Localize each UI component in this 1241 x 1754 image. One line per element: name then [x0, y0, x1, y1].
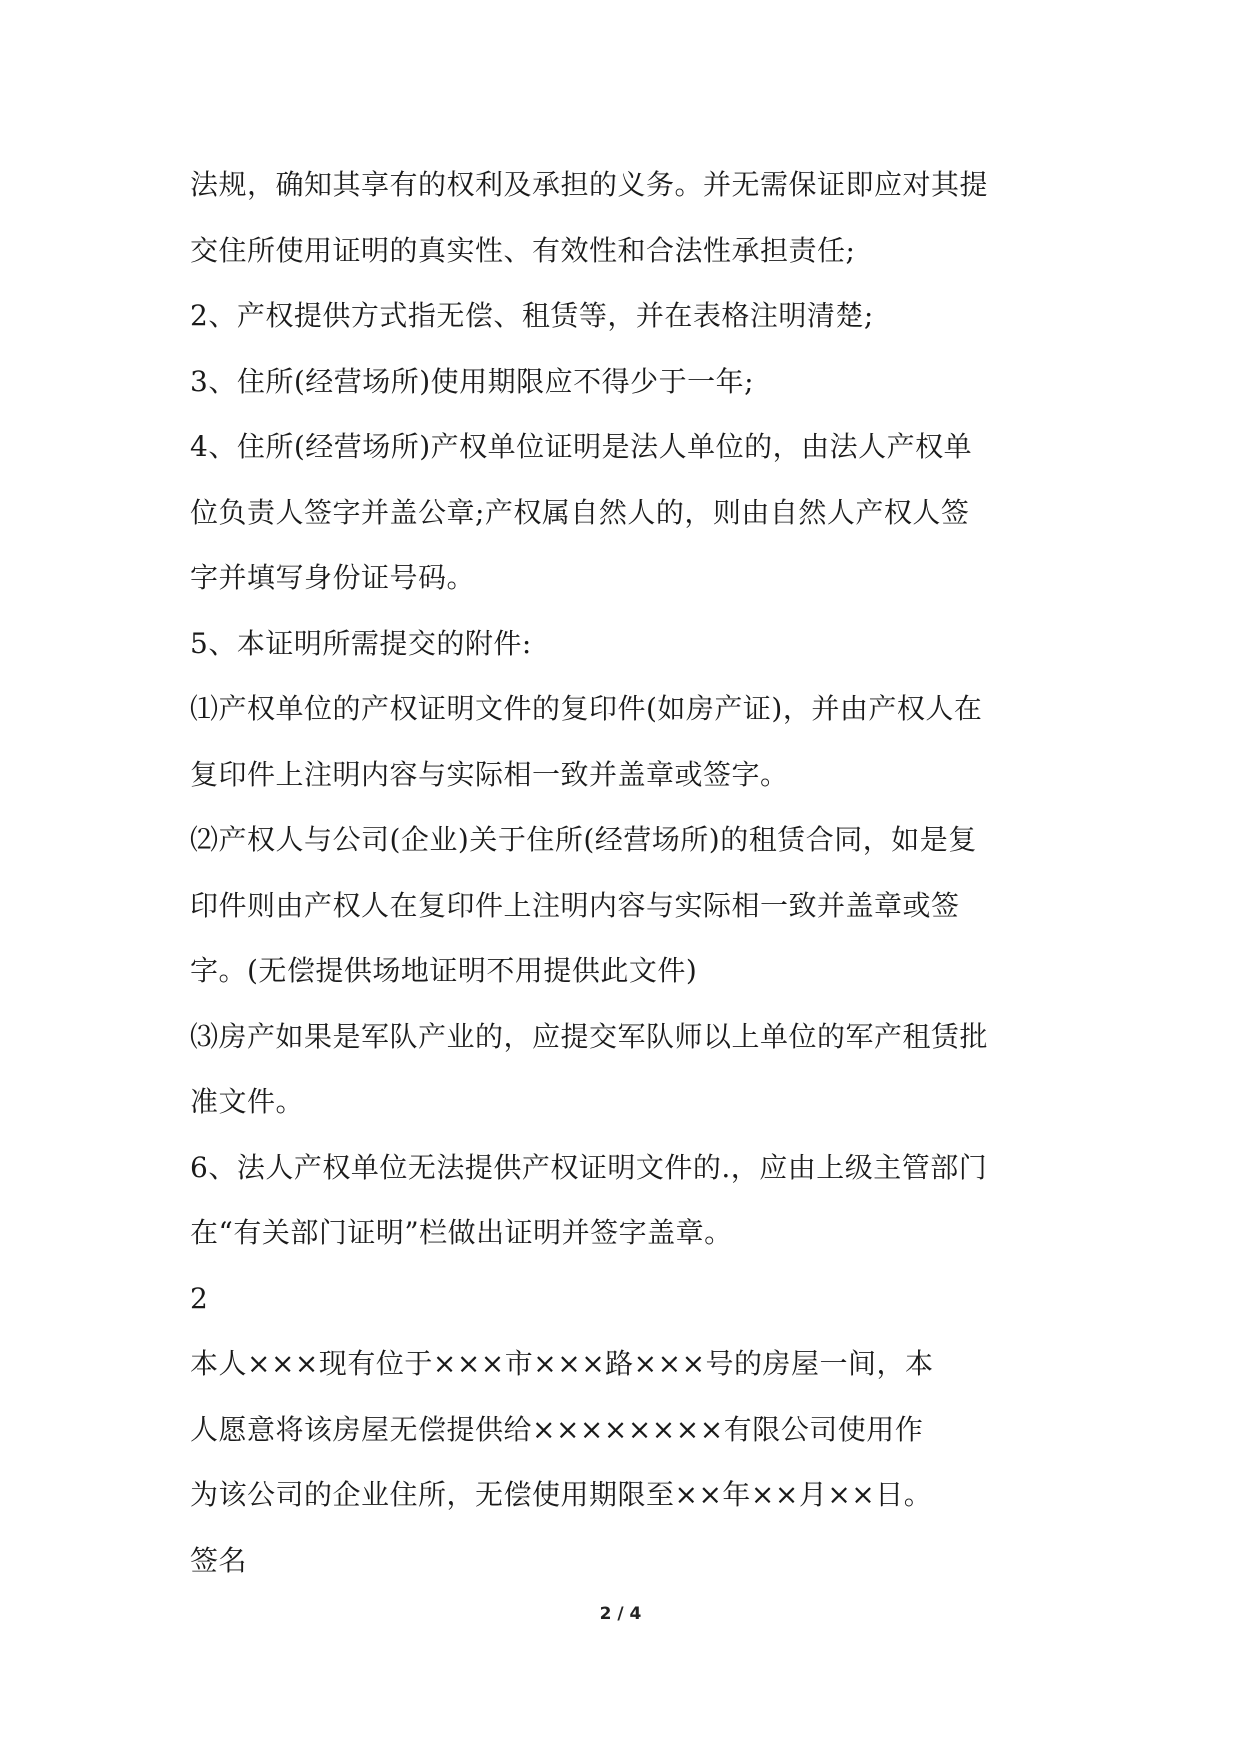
- text-line: 法规，确知其享有的权利及承担的义务。并无需保证即应对其提: [190, 168, 989, 201]
- signature-label: 签名: [190, 1543, 248, 1577]
- text-line: 为该公司的企业住所，无偿使用期限至××年××月××日。: [190, 1478, 933, 1511]
- text-line: 交住所使用证明的真实性、有效性和合法性承担责任;: [190, 233, 856, 267]
- text-line: 4、住所(经营场所)产权单位证明是法人单位的，由法人产权单: [190, 430, 973, 463]
- text-line: 人愿意将该房屋无偿提供给××××××××有限公司使用作: [190, 1412, 924, 1446]
- text-line: 2、产权提供方式指无偿、租赁等，并在表格注明清楚;: [190, 299, 874, 332]
- text-line: ⑴产权单位的产权证明文件的复印件(如房产证)，并由产权人在: [190, 692, 983, 725]
- text-line: 准文件。: [190, 1085, 305, 1118]
- text-line: 在“有关部门证明”栏做出证明并签字盖章。: [190, 1216, 733, 1249]
- document-body: [190, 152, 1060, 1593]
- text-line: 字。(无偿提供场地证明不用提供此文件): [190, 954, 698, 987]
- section-number: 2: [190, 1281, 209, 1315]
- text-line: 位负责人签字并盖公章;产权属自然人的，则由自然人产权人签: [190, 495, 970, 529]
- text-line: 印件则由产权人在复印件上注明内容与实际相一致并盖章或签: [190, 888, 960, 922]
- text-line: 3、住所(经营场所)使用期限应不得少于一年;: [190, 364, 755, 398]
- text-line: ⑶房产如果是军队产业的，应提交军队师以上单位的军产租赁批: [190, 1019, 989, 1053]
- text-line: 字并填写身份证号码。: [190, 561, 476, 594]
- text-line: 复印件上注明内容与实际相一致并盖章或签字。: [190, 757, 789, 791]
- text-line: 本人×××现有位于×××市×××路×××号的房屋一间，本: [190, 1347, 934, 1380]
- page-number: 2 / 4: [599, 1604, 642, 1624]
- text-line: 6、法人产权单位无法提供产权证明文件的.，应由上级主管部门: [190, 1150, 988, 1184]
- text-line: ⑵产权人与公司(企业)关于住所(经营场所)的租赁合同，如是复: [190, 823, 977, 856]
- text-line: 5、本证明所需提交的附件:: [190, 626, 532, 660]
